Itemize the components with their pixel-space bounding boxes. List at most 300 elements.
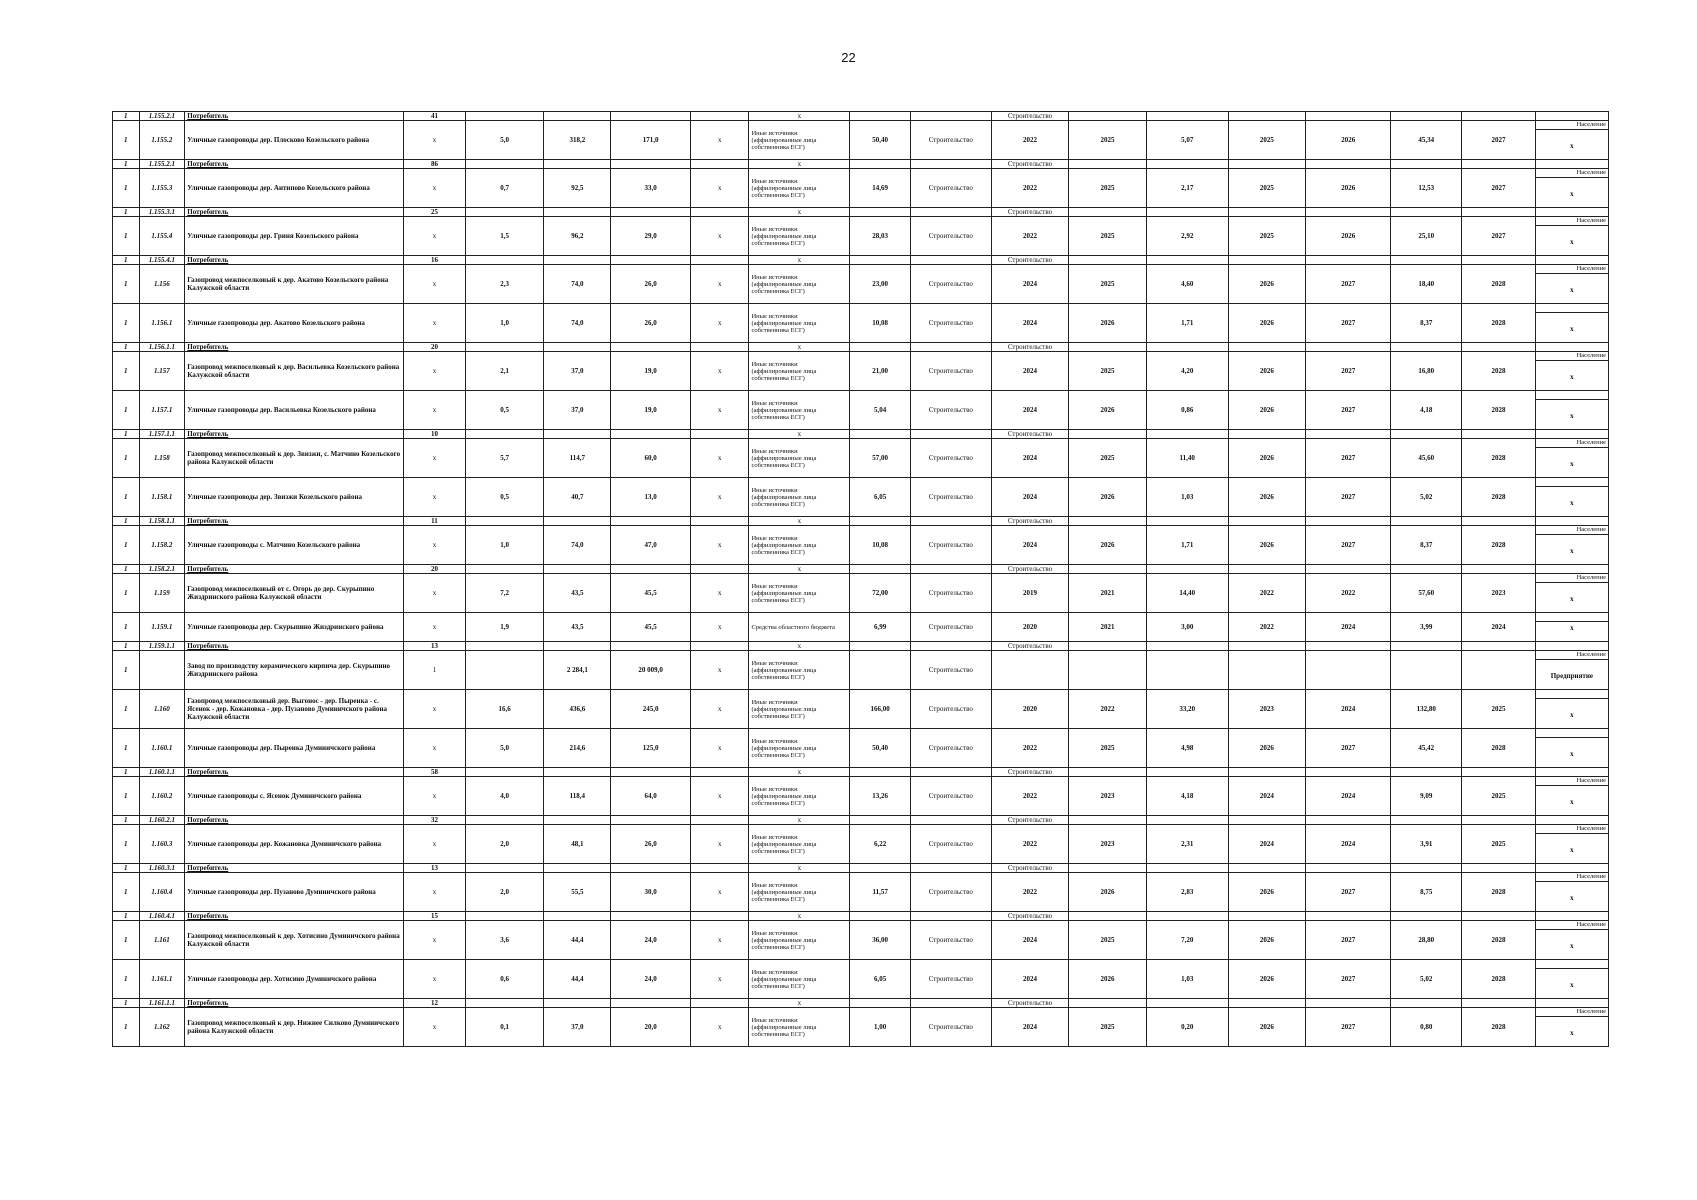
empty-cell — [1146, 864, 1228, 873]
row-code: 1.156.1 — [139, 304, 185, 343]
category-value: x — [1570, 894, 1574, 902]
cell-length: 4,0 — [465, 777, 544, 816]
cell-year: 2027 — [1462, 121, 1535, 160]
category-cell — [1535, 825, 1608, 864]
row-code: 1.155.2 — [139, 121, 185, 160]
row-level: 1 — [113, 121, 140, 160]
cell-year: 2026 — [1228, 1008, 1306, 1047]
empty-cell — [1228, 160, 1306, 169]
cell-quantity: x — [404, 729, 466, 768]
empty-cell — [1391, 208, 1462, 217]
cell-length: 3,6 — [465, 921, 544, 960]
cell-volume: 74,0 — [544, 265, 611, 304]
cell-capacity: 60,0 — [611, 439, 691, 478]
cell-end-year: 2025 — [1069, 439, 1147, 478]
row-level: 1 — [113, 729, 140, 768]
category-cell — [1535, 574, 1608, 613]
cell-year: 2024 — [1228, 777, 1306, 816]
object-row — [113, 960, 1609, 999]
empty-cell — [850, 208, 911, 217]
category-cell — [1535, 921, 1608, 960]
work-type: Строительство — [910, 1008, 991, 1047]
cell-length: 5,0 — [465, 121, 544, 160]
category-value: x — [1570, 624, 1574, 632]
object-row — [113, 352, 1609, 391]
empty-cell — [1535, 816, 1608, 825]
cell-year: 2023 — [1462, 574, 1535, 613]
cell-start-year: 2022 — [991, 777, 1069, 816]
cell-length: 0,6 — [465, 960, 544, 999]
cell-amount: 11,40 — [1146, 439, 1228, 478]
cell-start-year: 2020 — [991, 613, 1069, 642]
gasification-table — [112, 111, 1609, 1047]
consumer-label: Потребитель — [185, 864, 404, 873]
empty-cell — [611, 112, 691, 121]
empty-cell — [1228, 642, 1306, 651]
row-level: 1 — [113, 391, 140, 430]
row-code: 1.155.3 — [139, 169, 185, 208]
cell-amount: 0,80 — [1391, 1008, 1462, 1047]
cell-x: x — [691, 574, 749, 613]
consumer-row — [113, 912, 1609, 921]
cell-year: 2026 — [1306, 169, 1391, 208]
cell-amount: 5,07 — [1146, 121, 1228, 160]
empty-cell — [1391, 343, 1462, 352]
consumer-category: Население — [1536, 352, 1608, 361]
consumer-work-type: Строительство — [991, 768, 1069, 777]
empty-cell — [910, 565, 991, 574]
cell-x: x — [691, 729, 749, 768]
page-number: 22 — [841, 50, 856, 65]
cell-year: 2028 — [1462, 526, 1535, 565]
consumer-count: 86 — [404, 160, 466, 169]
consumer-category — [1536, 304, 1608, 313]
cell-volume: 48,1 — [544, 825, 611, 864]
consumer-x: x — [749, 912, 850, 921]
cell-year: 2025 — [1462, 825, 1535, 864]
cell-amount: 4,60 — [1146, 265, 1228, 304]
cell-cost: 6,22 — [850, 825, 911, 864]
empty-cell — [1535, 864, 1608, 873]
category-value: x — [1570, 190, 1574, 198]
cell-end-year: 2026 — [1069, 478, 1147, 517]
empty-cell — [611, 999, 691, 1008]
consumer-x: x — [749, 517, 850, 526]
consumer-row — [113, 565, 1609, 574]
consumer-label: Потребитель — [185, 343, 404, 352]
empty-cell — [910, 816, 991, 825]
empty-cell — [1391, 642, 1462, 651]
cell-capacity: 47,0 — [611, 526, 691, 565]
empty-cell — [1069, 768, 1147, 777]
category-cell — [1535, 169, 1608, 208]
cell-length: 2,1 — [465, 352, 544, 391]
category-value: x — [1570, 547, 1574, 555]
category-value: x — [1570, 1029, 1574, 1037]
cell-cost: 6,05 — [850, 960, 911, 999]
row-level: 1 — [113, 430, 140, 439]
empty-cell — [1146, 768, 1228, 777]
cell-volume: 318,2 — [544, 121, 611, 160]
cell-start-year: 2022 — [991, 729, 1069, 768]
category-value: x — [1570, 798, 1574, 806]
consumer-category: Население — [1536, 526, 1608, 535]
object-name: Уличные газопроводы дер. Скурыпино Жиздринского района — [185, 613, 404, 642]
cell-end-year: 2026 — [1069, 391, 1147, 430]
empty-cell — [850, 864, 911, 873]
empty-cell — [910, 256, 991, 265]
work-type: Строительство — [910, 729, 991, 768]
cell-year: 2024 — [1306, 777, 1391, 816]
category-value: x — [1570, 325, 1574, 333]
row-code: 1.158 — [139, 439, 185, 478]
cell-amount: 1,03 — [1146, 960, 1228, 999]
empty-cell — [691, 999, 749, 1008]
cell-amount: 0,86 — [1146, 391, 1228, 430]
funding-source: Иные источники (аффилированные лица собственника ЕСГ) — [749, 729, 850, 768]
empty-cell — [910, 768, 991, 777]
category-cell — [1535, 439, 1608, 478]
row-code: 1.158.2.1 — [139, 565, 185, 574]
empty-cell — [910, 864, 991, 873]
cell-start-year: 2024 — [991, 478, 1069, 517]
empty-cell — [1146, 208, 1228, 217]
empty-cell — [544, 256, 611, 265]
consumer-label: Потребитель — [185, 565, 404, 574]
cell-cost: 10,08 — [850, 526, 911, 565]
cell-cost: 166,00 — [850, 690, 911, 729]
cell-year: 2025 — [1462, 690, 1535, 729]
cell-x: x — [691, 690, 749, 729]
cell-year: 2028 — [1462, 729, 1535, 768]
row-code: 1.158.2 — [139, 526, 185, 565]
empty-cell — [910, 160, 991, 169]
cell-capacity: 20 009,0 — [611, 651, 691, 690]
funding-source: Иные источники (аффилированные лица собственника ЕСГ) — [749, 217, 850, 256]
object-row — [113, 217, 1609, 256]
empty-cell — [910, 912, 991, 921]
empty-cell — [1228, 999, 1306, 1008]
cell-quantity: x — [404, 439, 466, 478]
row-level: 1 — [113, 816, 140, 825]
cell-capacity: 26,0 — [611, 304, 691, 343]
cell-volume: 37,0 — [544, 1008, 611, 1047]
empty-cell — [910, 642, 991, 651]
empty-cell — [611, 208, 691, 217]
object-name: Уличные газопроводы дер. Акатово Козельского района — [185, 304, 404, 343]
empty-cell — [1228, 208, 1306, 217]
cell-cost: 36,00 — [850, 921, 911, 960]
category-cell — [1535, 777, 1608, 816]
empty-cell — [1306, 864, 1391, 873]
cell-year: 2027 — [1306, 439, 1391, 478]
empty-cell — [1069, 864, 1147, 873]
empty-cell — [691, 565, 749, 574]
work-type: Строительство — [910, 352, 991, 391]
consumer-category: Население — [1536, 651, 1608, 660]
cell-amount: 45,60 — [1391, 439, 1462, 478]
consumer-row — [113, 999, 1609, 1008]
empty-cell — [850, 343, 911, 352]
cell-amount: 3,91 — [1391, 825, 1462, 864]
category-value: x — [1570, 460, 1574, 468]
cell-x: x — [691, 613, 749, 642]
funding-source: Иные источники (аффилированные лица собственника ЕСГ) — [749, 478, 850, 517]
empty-cell — [1462, 343, 1535, 352]
consumer-category: Население — [1536, 777, 1608, 786]
cell-year: 2026 — [1228, 265, 1306, 304]
cell-quantity: x — [404, 217, 466, 256]
cell-start-year: 2024 — [991, 1008, 1069, 1047]
consumer-category: Население — [1536, 574, 1608, 583]
category-value: Предприятие — [1550, 672, 1593, 680]
funding-source: Иные источники (аффилированные лица собственника ЕСГ) — [749, 873, 850, 912]
empty-cell — [691, 642, 749, 651]
consumer-count: 10 — [404, 430, 466, 439]
cell-amount: 12,53 — [1391, 169, 1462, 208]
empty-cell — [1146, 642, 1228, 651]
row-code: 1.161.1 — [139, 960, 185, 999]
empty-cell — [1146, 343, 1228, 352]
cell-end-year: 2021 — [1069, 574, 1147, 613]
cell-year: 2028 — [1462, 304, 1535, 343]
cell-amount: 33,20 — [1146, 690, 1228, 729]
cell-year: 2027 — [1306, 960, 1391, 999]
empty-cell — [1391, 768, 1462, 777]
cell-volume: 214,6 — [544, 729, 611, 768]
cell-year: 2028 — [1462, 921, 1535, 960]
cell-capacity: 26,0 — [611, 825, 691, 864]
category-cell — [1535, 613, 1608, 642]
row-level: 1 — [113, 960, 140, 999]
funding-source: Иные источники (аффилированные лица собственника ЕСГ) — [749, 960, 850, 999]
empty-cell — [465, 912, 544, 921]
row-code: 1.155.4 — [139, 217, 185, 256]
cell-amount: 2,92 — [1146, 217, 1228, 256]
work-type: Строительство — [910, 439, 991, 478]
row-code: 1.161.1.1 — [139, 999, 185, 1008]
consumer-row — [113, 816, 1609, 825]
empty-cell — [850, 160, 911, 169]
category-cell — [1535, 217, 1608, 256]
cell-end-year: 2026 — [1069, 873, 1147, 912]
empty-cell — [1146, 816, 1228, 825]
cell-amount: 4,18 — [1391, 391, 1462, 430]
cell-amount: 1,71 — [1146, 304, 1228, 343]
empty-cell — [1391, 517, 1462, 526]
empty-cell — [1069, 256, 1147, 265]
object-row — [113, 921, 1609, 960]
empty-cell — [1228, 912, 1306, 921]
category-cell — [1535, 960, 1608, 999]
consumer-count: 13 — [404, 642, 466, 651]
object-row — [113, 613, 1609, 642]
row-level: 1 — [113, 1008, 140, 1047]
consumer-work-type: Строительство — [991, 430, 1069, 439]
object-row — [113, 690, 1609, 729]
row-code: 1.159.1 — [139, 613, 185, 642]
cell-amount: 45,42 — [1391, 729, 1462, 768]
cell-year: 2028 — [1462, 439, 1535, 478]
row-level: 1 — [113, 825, 140, 864]
cell-year: 2027 — [1306, 304, 1391, 343]
cell-end-year: 2025 — [1069, 1008, 1147, 1047]
cell-year: 2028 — [1462, 265, 1535, 304]
empty-cell — [611, 565, 691, 574]
work-type: Строительство — [910, 651, 991, 690]
cell-year: 2026 — [1306, 121, 1391, 160]
cell-year: 2025 — [1228, 121, 1306, 160]
cell-capacity: 33,0 — [611, 169, 691, 208]
empty-cell — [1306, 816, 1391, 825]
cell-year — [1228, 651, 1306, 690]
consumer-label: Потребитель — [185, 517, 404, 526]
funding-source: Средства областного бюджета — [749, 613, 850, 642]
cell-quantity: x — [404, 526, 466, 565]
category-value: x — [1570, 750, 1574, 758]
empty-cell — [910, 208, 991, 217]
cell-quantity: x — [404, 825, 466, 864]
object-row — [113, 825, 1609, 864]
cell-quantity: x — [404, 1008, 466, 1047]
empty-cell — [1228, 430, 1306, 439]
empty-cell — [1462, 768, 1535, 777]
cell-amount: 132,80 — [1391, 690, 1462, 729]
row-code: 1.160 — [139, 690, 185, 729]
cell-amount: 9,09 — [1391, 777, 1462, 816]
consumer-row — [113, 343, 1609, 352]
work-type: Строительство — [910, 169, 991, 208]
empty-cell — [1391, 912, 1462, 921]
object-row — [113, 121, 1609, 160]
empty-cell — [544, 768, 611, 777]
cell-start-year: 2024 — [991, 265, 1069, 304]
object-row — [113, 873, 1609, 912]
cell-length: 5,0 — [465, 729, 544, 768]
row-code: 1.156.1.1 — [139, 343, 185, 352]
empty-cell — [1228, 112, 1306, 121]
empty-cell — [850, 256, 911, 265]
cell-x: x — [691, 169, 749, 208]
consumer-x: x — [749, 343, 850, 352]
row-code: 1.161 — [139, 921, 185, 960]
cell-start-year: 2024 — [991, 439, 1069, 478]
empty-cell — [611, 256, 691, 265]
row-level: 1 — [113, 217, 140, 256]
empty-cell — [1535, 430, 1608, 439]
consumer-x: x — [749, 208, 850, 217]
cell-x: x — [691, 265, 749, 304]
cell-year: 2026 — [1228, 960, 1306, 999]
cell-volume: 118,4 — [544, 777, 611, 816]
cell-cost: 13,26 — [850, 777, 911, 816]
cell-end-year: 2022 — [1069, 690, 1147, 729]
cell-amount: 0,20 — [1146, 1008, 1228, 1047]
empty-cell — [1069, 430, 1147, 439]
cell-cost: 57,00 — [850, 439, 911, 478]
cell-length: 0,7 — [465, 169, 544, 208]
cell-quantity: x — [404, 478, 466, 517]
empty-cell — [1146, 430, 1228, 439]
cell-capacity: 30,0 — [611, 873, 691, 912]
row-level: 1 — [113, 169, 140, 208]
cell-year: 2026 — [1228, 729, 1306, 768]
work-type: Строительство — [910, 478, 991, 517]
cell-volume: 37,0 — [544, 391, 611, 430]
cell-cost: 72,00 — [850, 574, 911, 613]
cell-length: 2,0 — [465, 825, 544, 864]
empty-cell — [691, 343, 749, 352]
row-level: 1 — [113, 613, 140, 642]
cell-year: 2026 — [1306, 217, 1391, 256]
cell-year — [1306, 651, 1391, 690]
cell-end-year: 2026 — [1069, 304, 1147, 343]
empty-cell — [850, 430, 911, 439]
empty-cell — [465, 565, 544, 574]
row-level: 1 — [113, 256, 140, 265]
empty-cell — [1535, 642, 1608, 651]
funding-source: Иные источники (аффилированные лица собственника ЕСГ) — [749, 352, 850, 391]
consumer-work-type: Строительство — [991, 912, 1069, 921]
category-value: x — [1570, 942, 1574, 950]
cell-end-year: 2025 — [1069, 265, 1147, 304]
empty-cell — [1391, 160, 1462, 169]
empty-cell — [465, 816, 544, 825]
consumer-work-type: Строительство — [991, 112, 1069, 121]
cell-volume: 74,0 — [544, 526, 611, 565]
empty-cell — [1069, 160, 1147, 169]
cell-amount: 8,37 — [1391, 526, 1462, 565]
consumer-work-type: Строительство — [991, 517, 1069, 526]
empty-cell — [465, 256, 544, 265]
empty-cell — [1462, 208, 1535, 217]
cell-start-year: 2024 — [991, 960, 1069, 999]
cell-year: 2027 — [1306, 729, 1391, 768]
cell-capacity: 24,0 — [611, 960, 691, 999]
cell-amount: 2,17 — [1146, 169, 1228, 208]
cell-length: 16,6 — [465, 690, 544, 729]
cell-amount — [1146, 651, 1228, 690]
category-cell — [1535, 729, 1608, 768]
row-code: 1.158.1 — [139, 478, 185, 517]
object-row — [113, 304, 1609, 343]
object-row — [113, 439, 1609, 478]
row-code: 1.160.1 — [139, 729, 185, 768]
consumer-row — [113, 517, 1609, 526]
cell-year: 2025 — [1228, 217, 1306, 256]
row-level: 1 — [113, 208, 140, 217]
cell-end-year: 2025 — [1069, 352, 1147, 391]
row-code — [139, 651, 185, 690]
cell-volume: 55,5 — [544, 873, 611, 912]
empty-cell — [1069, 343, 1147, 352]
object-name: Завод по производству керамического кирпича дер. Скурыпино Жиздринского района — [185, 651, 404, 690]
work-type: Строительство — [910, 873, 991, 912]
cell-amount: 8,37 — [1391, 304, 1462, 343]
row-level: 1 — [113, 112, 140, 121]
cell-length: 1,9 — [465, 613, 544, 642]
cell-quantity: x — [404, 921, 466, 960]
work-type: Строительство — [910, 265, 991, 304]
cell-year: 2026 — [1228, 304, 1306, 343]
object-name: Уличные газопроводы с. Ясенок Думиничского района — [185, 777, 404, 816]
empty-cell — [1069, 816, 1147, 825]
row-level: 1 — [113, 921, 140, 960]
cell-length: 5,7 — [465, 439, 544, 478]
empty-cell — [544, 517, 611, 526]
consumer-category — [1536, 960, 1608, 969]
cell-year: 2026 — [1228, 921, 1306, 960]
